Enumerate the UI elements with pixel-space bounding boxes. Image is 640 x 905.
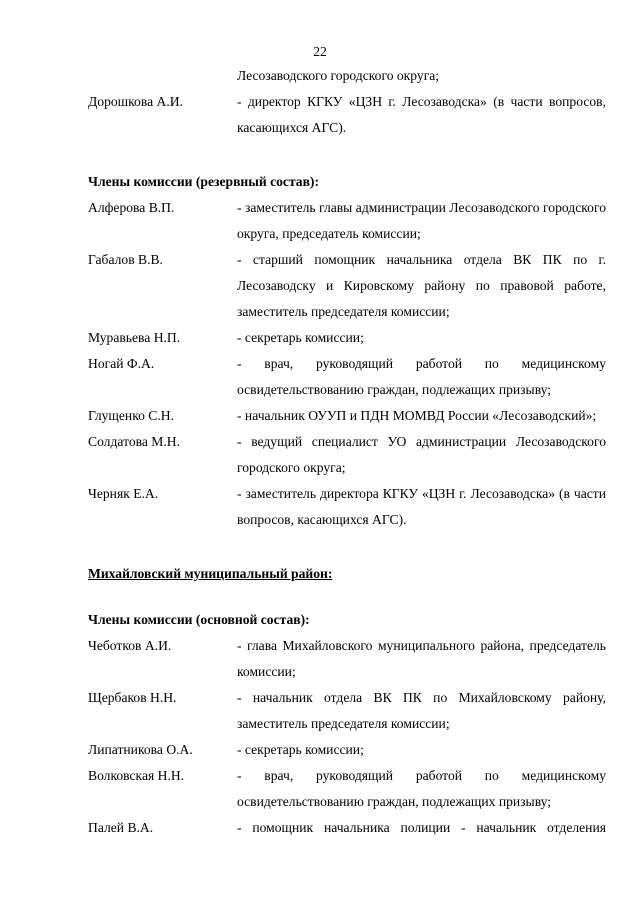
member-role: - помощник начальника полиции - начальник отделения (237, 820, 606, 835)
member-name: Муравьева Н.П. (88, 330, 181, 345)
member-row (88, 429, 606, 481)
reserve-members-list (88, 195, 606, 533)
member-role: - врач, руководящий работой по медицинскому освидетельствованию граждан, подлежащих призыву; (237, 356, 606, 397)
member-name: Глущенко С.Н. (88, 408, 174, 423)
member-name: Палей В.А. (88, 820, 154, 835)
member-role: - заместитель главы администрации Лесозаводского городского округа, председатель комиссии; (237, 200, 606, 241)
continuation-line: Лесозаводского городского округа; (237, 68, 440, 83)
member-row (88, 403, 606, 429)
member-row (88, 351, 606, 403)
member-row (88, 89, 606, 141)
member-row (88, 737, 606, 763)
member-row (88, 195, 606, 247)
member-role: - глава Михайловского муниципального района, председатель комиссии; (237, 638, 606, 679)
member-row (88, 481, 606, 533)
document-body (88, 63, 606, 841)
member-name: Волковская Н.Н. (88, 768, 185, 783)
member-name: Ногай Ф.А. (88, 356, 155, 371)
page-number: 22 (313, 44, 327, 59)
district-heading: Михайловский муниципальный район: (88, 566, 333, 581)
member-role: - заместитель директора КГКУ «ЦЗН г. Лесозаводска» (в части вопросов, касающихся АГС). (237, 486, 606, 527)
member-role: - директор КГКУ «ЦЗН г. Лесозаводска» (в части вопросов, касающихся АГС). (237, 94, 606, 135)
member-name: Дорошкова А.И. (88, 94, 183, 109)
member-name: Липатникова О.А. (88, 742, 193, 757)
member-row (88, 815, 606, 841)
member-row (88, 685, 606, 737)
main-members-list (88, 633, 606, 841)
main-heading: Члены комиссии (основной состав): (88, 612, 310, 627)
member-role: - врач, руководящий работой по медицинскому освидетельствованию граждан, подлежащих призыву; (237, 768, 606, 809)
reserve-heading: Члены комиссии (резервный состав): (88, 174, 319, 189)
member-name: Солдатова М.Н. (88, 434, 180, 449)
member-name: Алферова В.П. (88, 200, 175, 215)
member-name: Щербаков Н.Н. (88, 690, 177, 705)
member-name: Габалов В.В. (88, 252, 163, 267)
member-role: - начальник ОУУП и ПДН МОМВД России «Лесозаводский»; (237, 408, 597, 423)
spacer (88, 587, 606, 607)
member-name: Черняк Е.А. (88, 486, 159, 501)
member-row (88, 763, 606, 815)
spacer (88, 533, 606, 561)
member-role: - старший помощник начальника отдела ВК ПК по г. Лесозаводску и Кировскому району по правовой работе, заместитель председателя комиссии; (237, 252, 606, 319)
member-role: - ведущий специалист УО администрации Лесозаводского городского округа; (237, 434, 606, 475)
member-row (88, 247, 606, 325)
member-row (88, 633, 606, 685)
member-role: - начальник отдела ВК ПК по Михайловскому району, заместитель председателя комиссии; (237, 690, 606, 731)
member-role: - секретарь комиссии; (237, 742, 364, 757)
member-row (88, 325, 606, 351)
intro-members-list (88, 89, 606, 141)
member-role: - секретарь комиссии; (237, 330, 364, 345)
spacer (88, 141, 606, 169)
member-name: Чеботков А.И. (88, 638, 172, 653)
